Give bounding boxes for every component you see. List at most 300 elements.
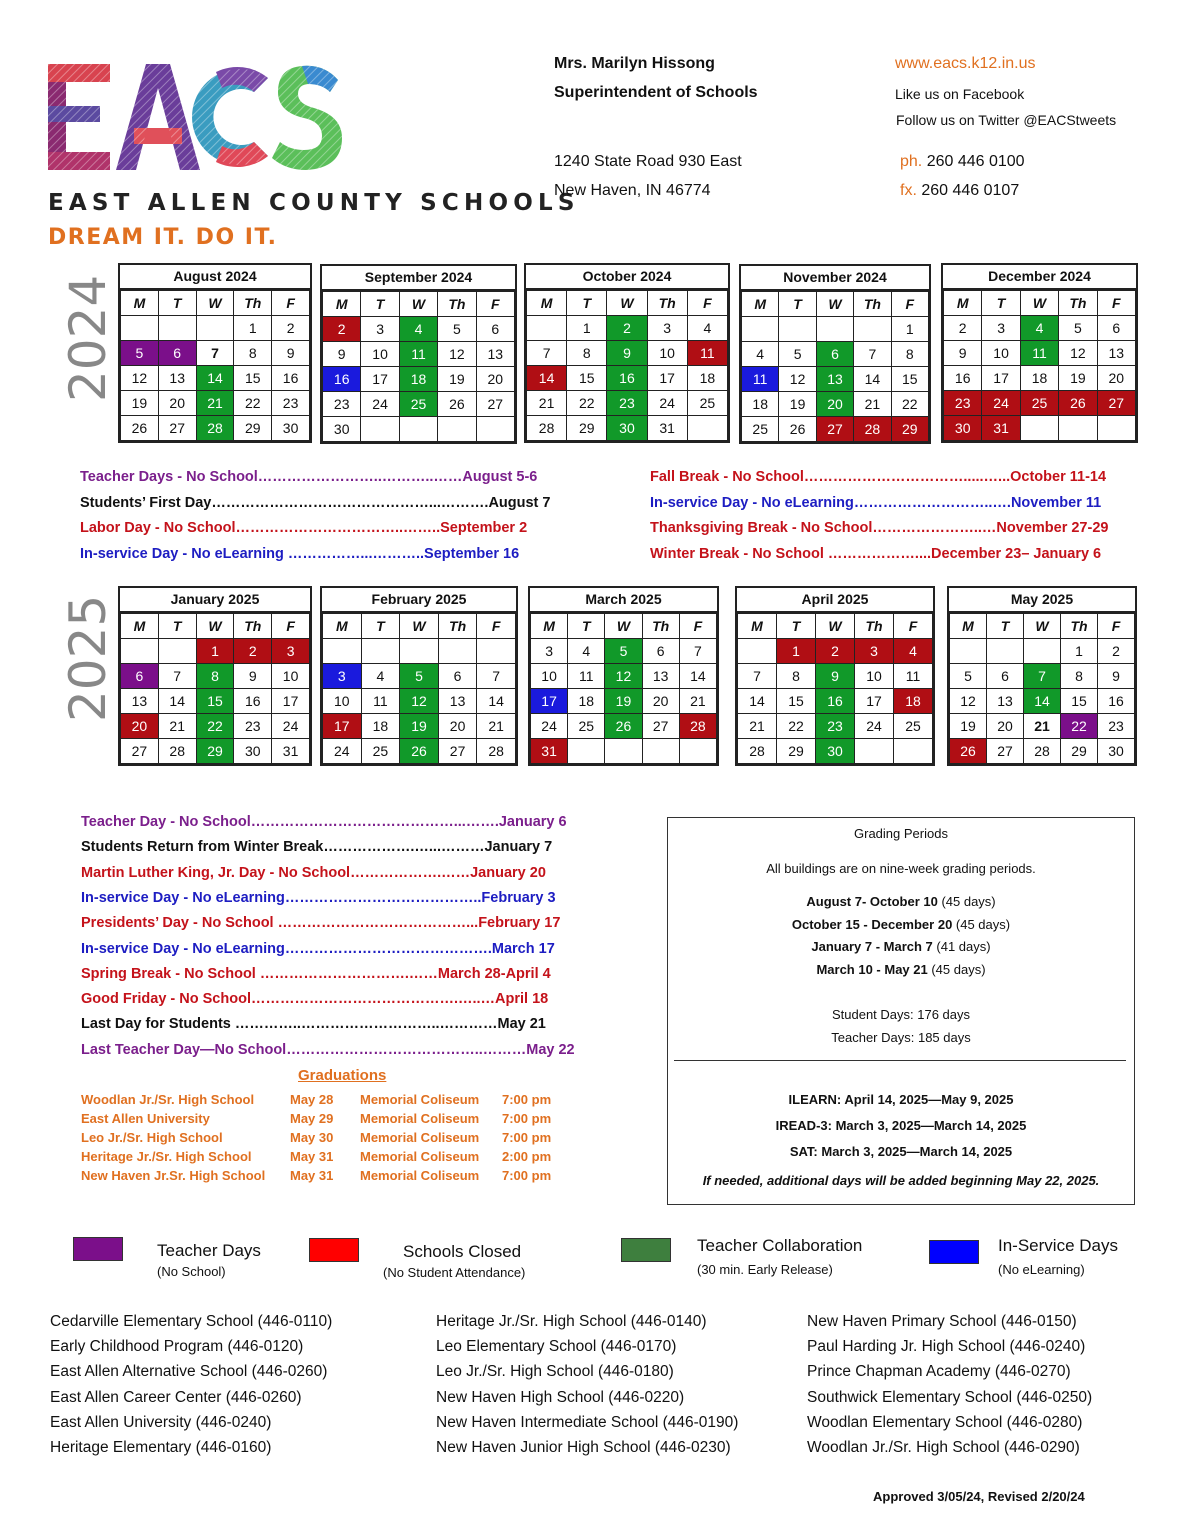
calendar-day: 4 xyxy=(894,639,933,664)
calendar-day: 22 xyxy=(891,392,928,417)
calendar-day: 20 xyxy=(121,714,159,739)
calendar-day: 26 xyxy=(605,714,642,739)
weekday-header: Th xyxy=(234,291,272,316)
weekday-header: Th xyxy=(854,292,891,317)
calendar-day: 29 xyxy=(196,739,234,764)
school-listing: Early Childhood Program (446-0120) xyxy=(50,1338,304,1356)
graduation-school: Woodlan Jr./Sr. High School xyxy=(81,1092,255,1107)
calendar-day: 25 xyxy=(742,417,779,442)
grading-divider xyxy=(674,1060,1126,1061)
address-line-2: New Haven, IN 46774 xyxy=(554,182,711,199)
weekday-header: W xyxy=(607,291,647,316)
weekday-header: T xyxy=(361,292,399,317)
calendar-day: 18 xyxy=(1020,366,1058,391)
calendar-day: 30 xyxy=(944,416,982,441)
address-line-1: 1240 State Road 930 East xyxy=(554,153,742,170)
calendar-day: 12 xyxy=(605,664,642,689)
weekday-header: W xyxy=(196,291,234,316)
calendar-day: 17 xyxy=(531,689,568,714)
website-link[interactable]: www.eacs.k12.in.us xyxy=(895,55,1036,72)
calendar-day: 24 xyxy=(647,391,687,416)
calendar-day: 17 xyxy=(855,689,894,714)
school-listing: Woodlan Elementary School (446-0280) xyxy=(807,1413,1083,1431)
calendar-day: 15 xyxy=(891,367,928,392)
calendar-day: 21 xyxy=(527,391,567,416)
calendar-day: 4 xyxy=(361,664,400,689)
calendar-day: 4 xyxy=(1020,316,1058,341)
calendar-day: 24 xyxy=(982,391,1020,416)
twitter-text: Follow us on Twitter @EACStweets xyxy=(896,112,1117,128)
weekday-header: F xyxy=(687,291,727,316)
calendar-day: 27 xyxy=(438,739,477,764)
calendar-day: 7 xyxy=(1024,664,1061,689)
calendar-day: 1 xyxy=(196,639,234,664)
calendar-day xyxy=(605,739,642,764)
calendar-day xyxy=(1024,639,1061,664)
calendar-day: 13 xyxy=(987,689,1024,714)
calendar-day: 17 xyxy=(361,367,399,392)
month-name: August 2024 xyxy=(120,265,310,290)
calendar-day: 2 xyxy=(944,316,982,341)
calendar-day: 8 xyxy=(567,341,607,366)
graduation-place: Memorial Coliseum xyxy=(360,1168,480,1183)
calendar-event: Last Day for Students …………..………………………..…………May 21 xyxy=(81,1016,546,1033)
calendar-day: 7 xyxy=(738,664,777,689)
calendar-day: 4 xyxy=(399,317,437,342)
calendar-day: 27 xyxy=(642,714,679,739)
calendar-day: 8 xyxy=(196,664,234,689)
calendar-day: 2 xyxy=(1098,639,1135,664)
calendar-day: 25 xyxy=(568,714,605,739)
calendar-day xyxy=(950,639,987,664)
month-name: February 2025 xyxy=(322,588,516,613)
phone-label: ph. xyxy=(900,153,923,170)
graduation-date: May 30 xyxy=(290,1130,334,1145)
weekday-header: F xyxy=(272,614,310,639)
calendar-day: 30 xyxy=(607,416,647,441)
year-label-2025: 2025 xyxy=(59,594,117,722)
calendar-day: 30 xyxy=(323,417,361,442)
weekday-header: M xyxy=(742,292,779,317)
calendar-day: 12 xyxy=(400,689,439,714)
calendar-day xyxy=(361,639,400,664)
calendar-day: 29 xyxy=(891,417,928,442)
calendar-day: 14 xyxy=(527,366,567,391)
grading-period-3: January 7 - March 7 (41 days) xyxy=(811,939,991,954)
weekday-header: T xyxy=(567,291,607,316)
calendar-day: 6 xyxy=(121,664,159,689)
weekday-header: F xyxy=(476,292,514,317)
calendar-day xyxy=(1020,416,1058,441)
calendar-day: 1 xyxy=(891,317,928,342)
calendar-day: 7 xyxy=(854,342,891,367)
teacher-days: Teacher Days: 185 days xyxy=(831,1030,971,1045)
calendar-day: 8 xyxy=(777,664,816,689)
calendar-day xyxy=(399,417,437,442)
calendar-day xyxy=(987,639,1024,664)
calendar-day xyxy=(438,639,477,664)
calendar-event: Students Return from Winter Break……………….…...………January 7 xyxy=(81,839,553,856)
calendar-day: 18 xyxy=(894,689,933,714)
grading-period-1: August 7- October 10 (45 days) xyxy=(806,894,996,909)
calendar-day xyxy=(527,316,567,341)
calendar-day: 27 xyxy=(1097,391,1135,416)
calendar-day: 25 xyxy=(1020,391,1058,416)
calendar-day: 15 xyxy=(234,366,272,391)
phone-number: 260 446 0100 xyxy=(926,153,1025,170)
calendar-day: 13 xyxy=(438,689,477,714)
calendar-day: 8 xyxy=(891,342,928,367)
calendar-day: 22 xyxy=(567,391,607,416)
calendar-day: 10 xyxy=(531,664,568,689)
grading-periods-box xyxy=(667,817,1135,1205)
calendar-day xyxy=(1059,416,1097,441)
calendar-day: 20 xyxy=(816,392,853,417)
month-calendar xyxy=(739,264,931,444)
weekday-header: T xyxy=(987,614,1024,639)
calendar-day: 27 xyxy=(158,416,196,441)
month-calendar xyxy=(735,586,935,766)
calendar-day: 9 xyxy=(323,342,361,367)
calendar-day: 10 xyxy=(272,664,310,689)
month-calendar xyxy=(320,264,517,444)
calendar-day: 17 xyxy=(647,366,687,391)
calendar-day: 27 xyxy=(121,739,159,764)
calendar-day: 21 xyxy=(854,392,891,417)
calendar-day xyxy=(742,317,779,342)
month-name: April 2025 xyxy=(737,588,933,613)
calendar-day: 30 xyxy=(1098,739,1135,764)
calendar-day: 13 xyxy=(158,366,196,391)
graduation-school: Heritage Jr./Sr. High School xyxy=(81,1149,252,1164)
calendar-day: 14 xyxy=(854,367,891,392)
calendar-day: 3 xyxy=(647,316,687,341)
calendar-day xyxy=(894,739,933,764)
calendar-day: 30 xyxy=(816,739,855,764)
calendar-day: 14 xyxy=(196,366,234,391)
weekday-header: F xyxy=(891,292,928,317)
weekday-header: Th xyxy=(642,614,679,639)
weekday-header: Th xyxy=(647,291,687,316)
calendar-day: 9 xyxy=(607,341,647,366)
legend-sublabel: (No eLearning) xyxy=(998,1262,1085,1277)
calendar-day: 3 xyxy=(982,316,1020,341)
calendar-day: 27 xyxy=(476,392,514,417)
calendar-day: 24 xyxy=(361,392,399,417)
school-listing: Prince Chapman Academy (446-0270) xyxy=(807,1363,1071,1381)
calendar-day: 28 xyxy=(196,416,234,441)
calendar-day: 9 xyxy=(944,341,982,366)
calendar-day: 12 xyxy=(779,367,816,392)
calendar-day: 18 xyxy=(361,714,400,739)
calendar-day: 21 xyxy=(738,714,777,739)
calendar-day: 11 xyxy=(742,367,779,392)
calendar-day xyxy=(121,316,159,341)
calendar-day: 19 xyxy=(779,392,816,417)
test-iread: IREAD-3: March 3, 2025—March 14, 2025 xyxy=(775,1118,1027,1133)
calendar-day xyxy=(779,317,816,342)
calendar-day: 4 xyxy=(568,639,605,664)
calendar-event: Winter Break - No School ………………....December 23– January 6 xyxy=(650,545,1102,562)
calendar-day: 21 xyxy=(1024,714,1061,739)
grading-subtitle: All buildings are on nine-week grading periods. xyxy=(766,861,1036,876)
weekday-header: T xyxy=(158,614,196,639)
graduation-place: Memorial Coliseum xyxy=(360,1149,480,1164)
weekday-header: W xyxy=(400,614,439,639)
legend-label: In-Service Days xyxy=(998,1236,1118,1255)
weekday-header: M xyxy=(738,614,777,639)
weekday-header: T xyxy=(158,291,196,316)
eacs-logo xyxy=(46,58,580,250)
calendar-day: 26 xyxy=(779,417,816,442)
calendar-day: 19 xyxy=(400,714,439,739)
calendar-day: 19 xyxy=(950,714,987,739)
graduations-title: Graduations xyxy=(298,1067,387,1084)
calendar-day: 2 xyxy=(816,639,855,664)
calendar-day: 12 xyxy=(1059,341,1097,366)
calendar-day xyxy=(642,739,679,764)
calendar-day: 5 xyxy=(950,664,987,689)
calendar-day: 3 xyxy=(272,639,310,664)
calendar-day: 29 xyxy=(1061,739,1098,764)
graduation-time: 7:00 pm xyxy=(502,1111,552,1126)
fax-number: 260 446 0107 xyxy=(921,182,1020,199)
superintendent-title: Superintendent of Schools xyxy=(554,84,758,101)
school-listing: Paul Harding Jr. High School (446-0240) xyxy=(807,1338,1086,1356)
calendar-day: 17 xyxy=(272,689,310,714)
month-name: March 2025 xyxy=(530,588,717,613)
grading-title: Grading Periods xyxy=(854,826,948,841)
school-listing: Leo Elementary School (446-0170) xyxy=(436,1338,677,1356)
calendar-day: 15 xyxy=(196,689,234,714)
calendar-day xyxy=(568,739,605,764)
calendar-day: 7 xyxy=(196,341,234,366)
test-ilearn: ILEARN: April 14, 2025—May 9, 2025 xyxy=(788,1092,1014,1107)
calendar-day: 23 xyxy=(816,714,855,739)
calendar-day: 15 xyxy=(1061,689,1098,714)
weekday-header: M xyxy=(121,291,159,316)
weekday-header: M xyxy=(527,291,567,316)
calendar-day: 12 xyxy=(438,342,476,367)
calendar-day: 5 xyxy=(779,342,816,367)
legend-swatch xyxy=(621,1238,671,1262)
weekday-header: T xyxy=(982,291,1020,316)
calendar-day: 14 xyxy=(679,664,716,689)
calendar-day: 22 xyxy=(234,391,272,416)
calendar-event: In-service Day - No eLearning………………………..….November 11 xyxy=(650,494,1102,511)
weekday-header: W xyxy=(399,292,437,317)
calendar-day: 28 xyxy=(477,739,516,764)
graduation-time: 7:00 pm xyxy=(502,1092,552,1107)
calendar-day: 31 xyxy=(531,739,568,764)
calendar-day: 3 xyxy=(531,639,568,664)
month-calendar xyxy=(947,586,1137,766)
calendar-day: 20 xyxy=(987,714,1024,739)
weekday-header: W xyxy=(816,614,855,639)
month-calendar xyxy=(118,263,312,443)
calendar-day: 7 xyxy=(679,639,716,664)
calendar-day: 26 xyxy=(1059,391,1097,416)
legend-sublabel: (30 min. Early Release) xyxy=(697,1262,833,1277)
calendar-event: Last Teacher Day—No School…………………………………..………May 22 xyxy=(81,1041,575,1058)
weekday-header: F xyxy=(679,614,716,639)
calendar-day: 13 xyxy=(1097,341,1135,366)
weekday-header: Th xyxy=(1059,291,1097,316)
calendar-day: 16 xyxy=(323,367,361,392)
calendar-day xyxy=(196,316,234,341)
calendar-day: 6 xyxy=(1097,316,1135,341)
calendar-day: 22 xyxy=(1061,714,1098,739)
calendar-day: 8 xyxy=(1061,664,1098,689)
calendar-day: 23 xyxy=(944,391,982,416)
calendar-day: 11 xyxy=(894,664,933,689)
calendar-day: 21 xyxy=(158,714,196,739)
calendar-day: 20 xyxy=(476,367,514,392)
calendar-day: 24 xyxy=(855,714,894,739)
calendar-day: 23 xyxy=(1098,714,1135,739)
graduation-place: Memorial Coliseum xyxy=(360,1130,480,1145)
month-name: May 2025 xyxy=(949,588,1135,613)
calendar-event: Teacher Day - No School……………………………………...…….January 6 xyxy=(81,814,567,830)
grading-period-2: October 15 - December 20 (45 days) xyxy=(791,917,1011,932)
calendar-day: 31 xyxy=(647,416,687,441)
calendar-day: 9 xyxy=(1098,664,1135,689)
calendar-day: 5 xyxy=(1059,316,1097,341)
school-listing: New Haven High School (446-0220) xyxy=(436,1388,685,1406)
legend-label: Teacher Collaboration xyxy=(697,1236,863,1255)
weekday-header: F xyxy=(1097,291,1135,316)
weekday-header: T xyxy=(779,292,816,317)
calendar-event: In-service Day - No eLearning…………………………………..February 3 xyxy=(81,889,556,906)
calendar-day: 26 xyxy=(950,739,987,764)
calendar-event: Spring Break - No School ………………………….……March 28-April 4 xyxy=(81,965,551,982)
weekday-header: M xyxy=(323,614,362,639)
calendar-day: 2 xyxy=(323,317,361,342)
calendar-day: 30 xyxy=(272,416,310,441)
calendar-day: 3 xyxy=(323,664,362,689)
calendar-day xyxy=(323,639,362,664)
calendar-day: 17 xyxy=(982,366,1020,391)
month-calendar xyxy=(118,586,312,766)
calendar-event: Good Friday - No School…………………………………….…..…April 18 xyxy=(81,991,549,1008)
calendar-day: 1 xyxy=(777,639,816,664)
eacs-logo-mark xyxy=(46,58,346,173)
calendar-day xyxy=(361,417,399,442)
calendar-day: 28 xyxy=(854,417,891,442)
school-listing: East Allen Alternative School (446-0260) xyxy=(50,1363,328,1381)
calendar-day: 16 xyxy=(234,689,272,714)
school-listing: Southwick Elementary School (446-0250) xyxy=(807,1388,1093,1406)
calendar-day: 18 xyxy=(568,689,605,714)
calendar-day: 21 xyxy=(196,391,234,416)
school-listing: Leo Jr./Sr. High School (446-0180) xyxy=(436,1363,674,1381)
weekday-header: Th xyxy=(234,614,272,639)
calendar-day: 14 xyxy=(477,689,516,714)
calendar-day xyxy=(121,639,159,664)
calendar-day: 24 xyxy=(272,714,310,739)
calendar-day: 1 xyxy=(234,316,272,341)
calendar-day: 11 xyxy=(1020,341,1058,366)
calendar-day: 10 xyxy=(323,689,362,714)
school-listing: Heritage Elementary (446-0160) xyxy=(50,1439,272,1456)
school-listing: New Haven Junior High School (446-0230) xyxy=(436,1439,731,1456)
calendar-day: 2 xyxy=(272,316,310,341)
calendar-day: 31 xyxy=(272,739,310,764)
calendar-day xyxy=(738,639,777,664)
calendar-day: 18 xyxy=(687,366,727,391)
calendar-day: 9 xyxy=(234,664,272,689)
weekday-header: M xyxy=(950,614,987,639)
calendar-day: 29 xyxy=(234,416,272,441)
weekday-header: W xyxy=(1024,614,1061,639)
calendar-day: 7 xyxy=(527,341,567,366)
calendar-day: 9 xyxy=(272,341,310,366)
calendar-day: 26 xyxy=(438,392,476,417)
calendar-day: 26 xyxy=(121,416,159,441)
school-listing: New Haven Primary School (446-0150) xyxy=(807,1313,1077,1330)
calendar-day: 17 xyxy=(323,714,362,739)
calendar-day: 23 xyxy=(234,714,272,739)
calendar-day: 11 xyxy=(568,664,605,689)
month-name: November 2024 xyxy=(741,266,929,291)
calendar-day: 8 xyxy=(234,341,272,366)
calendar-day: 19 xyxy=(438,367,476,392)
weekday-header: Th xyxy=(438,614,477,639)
graduation-place: Memorial Coliseum xyxy=(360,1111,480,1126)
legend-sublabel: (No Student Attendance) xyxy=(383,1265,526,1280)
calendar-day: 26 xyxy=(400,739,439,764)
calendar-day: 23 xyxy=(323,392,361,417)
calendar-day: 27 xyxy=(816,417,853,442)
graduation-date: May 28 xyxy=(290,1092,334,1107)
calendar-day: 25 xyxy=(399,392,437,417)
calendar-day: 27 xyxy=(987,739,1024,764)
calendar-day xyxy=(855,739,894,764)
calendar-day: 25 xyxy=(894,714,933,739)
fax-line xyxy=(900,182,1019,200)
month-calendar xyxy=(941,263,1138,443)
calendar-day xyxy=(158,639,196,664)
weekday-header: T xyxy=(568,614,605,639)
legend-swatch xyxy=(309,1238,359,1262)
calendar-day: 3 xyxy=(855,639,894,664)
calendar-day: 13 xyxy=(642,664,679,689)
calendar-day: 15 xyxy=(567,366,607,391)
legend-sublabel: (No School) xyxy=(157,1264,226,1279)
calendar-event: Teacher Days - No School……………………..………..……August 5-6 xyxy=(80,469,538,485)
school-listing: East Allen Career Center (446-0260) xyxy=(50,1388,302,1406)
calendar-day: 16 xyxy=(607,366,647,391)
school-listing: East Allen University (446-0240) xyxy=(50,1413,272,1431)
calendar-day: 5 xyxy=(605,639,642,664)
calendar-day: 28 xyxy=(679,714,716,739)
calendar-day: 25 xyxy=(687,391,727,416)
calendar-day: 12 xyxy=(121,366,159,391)
year-label-2024: 2024 xyxy=(59,274,117,402)
school-listing: Woodlan Jr./Sr. High School (446-0290) xyxy=(807,1439,1080,1456)
calendar-day: 18 xyxy=(742,392,779,417)
calendar-day: 5 xyxy=(121,341,159,366)
calendar-event: Presidents’ Day - No School …………………………………...February 17 xyxy=(81,915,561,932)
calendar-day: 2 xyxy=(607,316,647,341)
month-calendar xyxy=(524,263,730,443)
calendar-day: 16 xyxy=(816,689,855,714)
calendar-day: 24 xyxy=(531,714,568,739)
graduation-school: Leo Jr./Sr. High School xyxy=(81,1130,223,1145)
calendar-day: 10 xyxy=(361,342,399,367)
logo-tagline: DREAM IT. DO IT. xyxy=(48,225,278,250)
calendar-day: 6 xyxy=(476,317,514,342)
